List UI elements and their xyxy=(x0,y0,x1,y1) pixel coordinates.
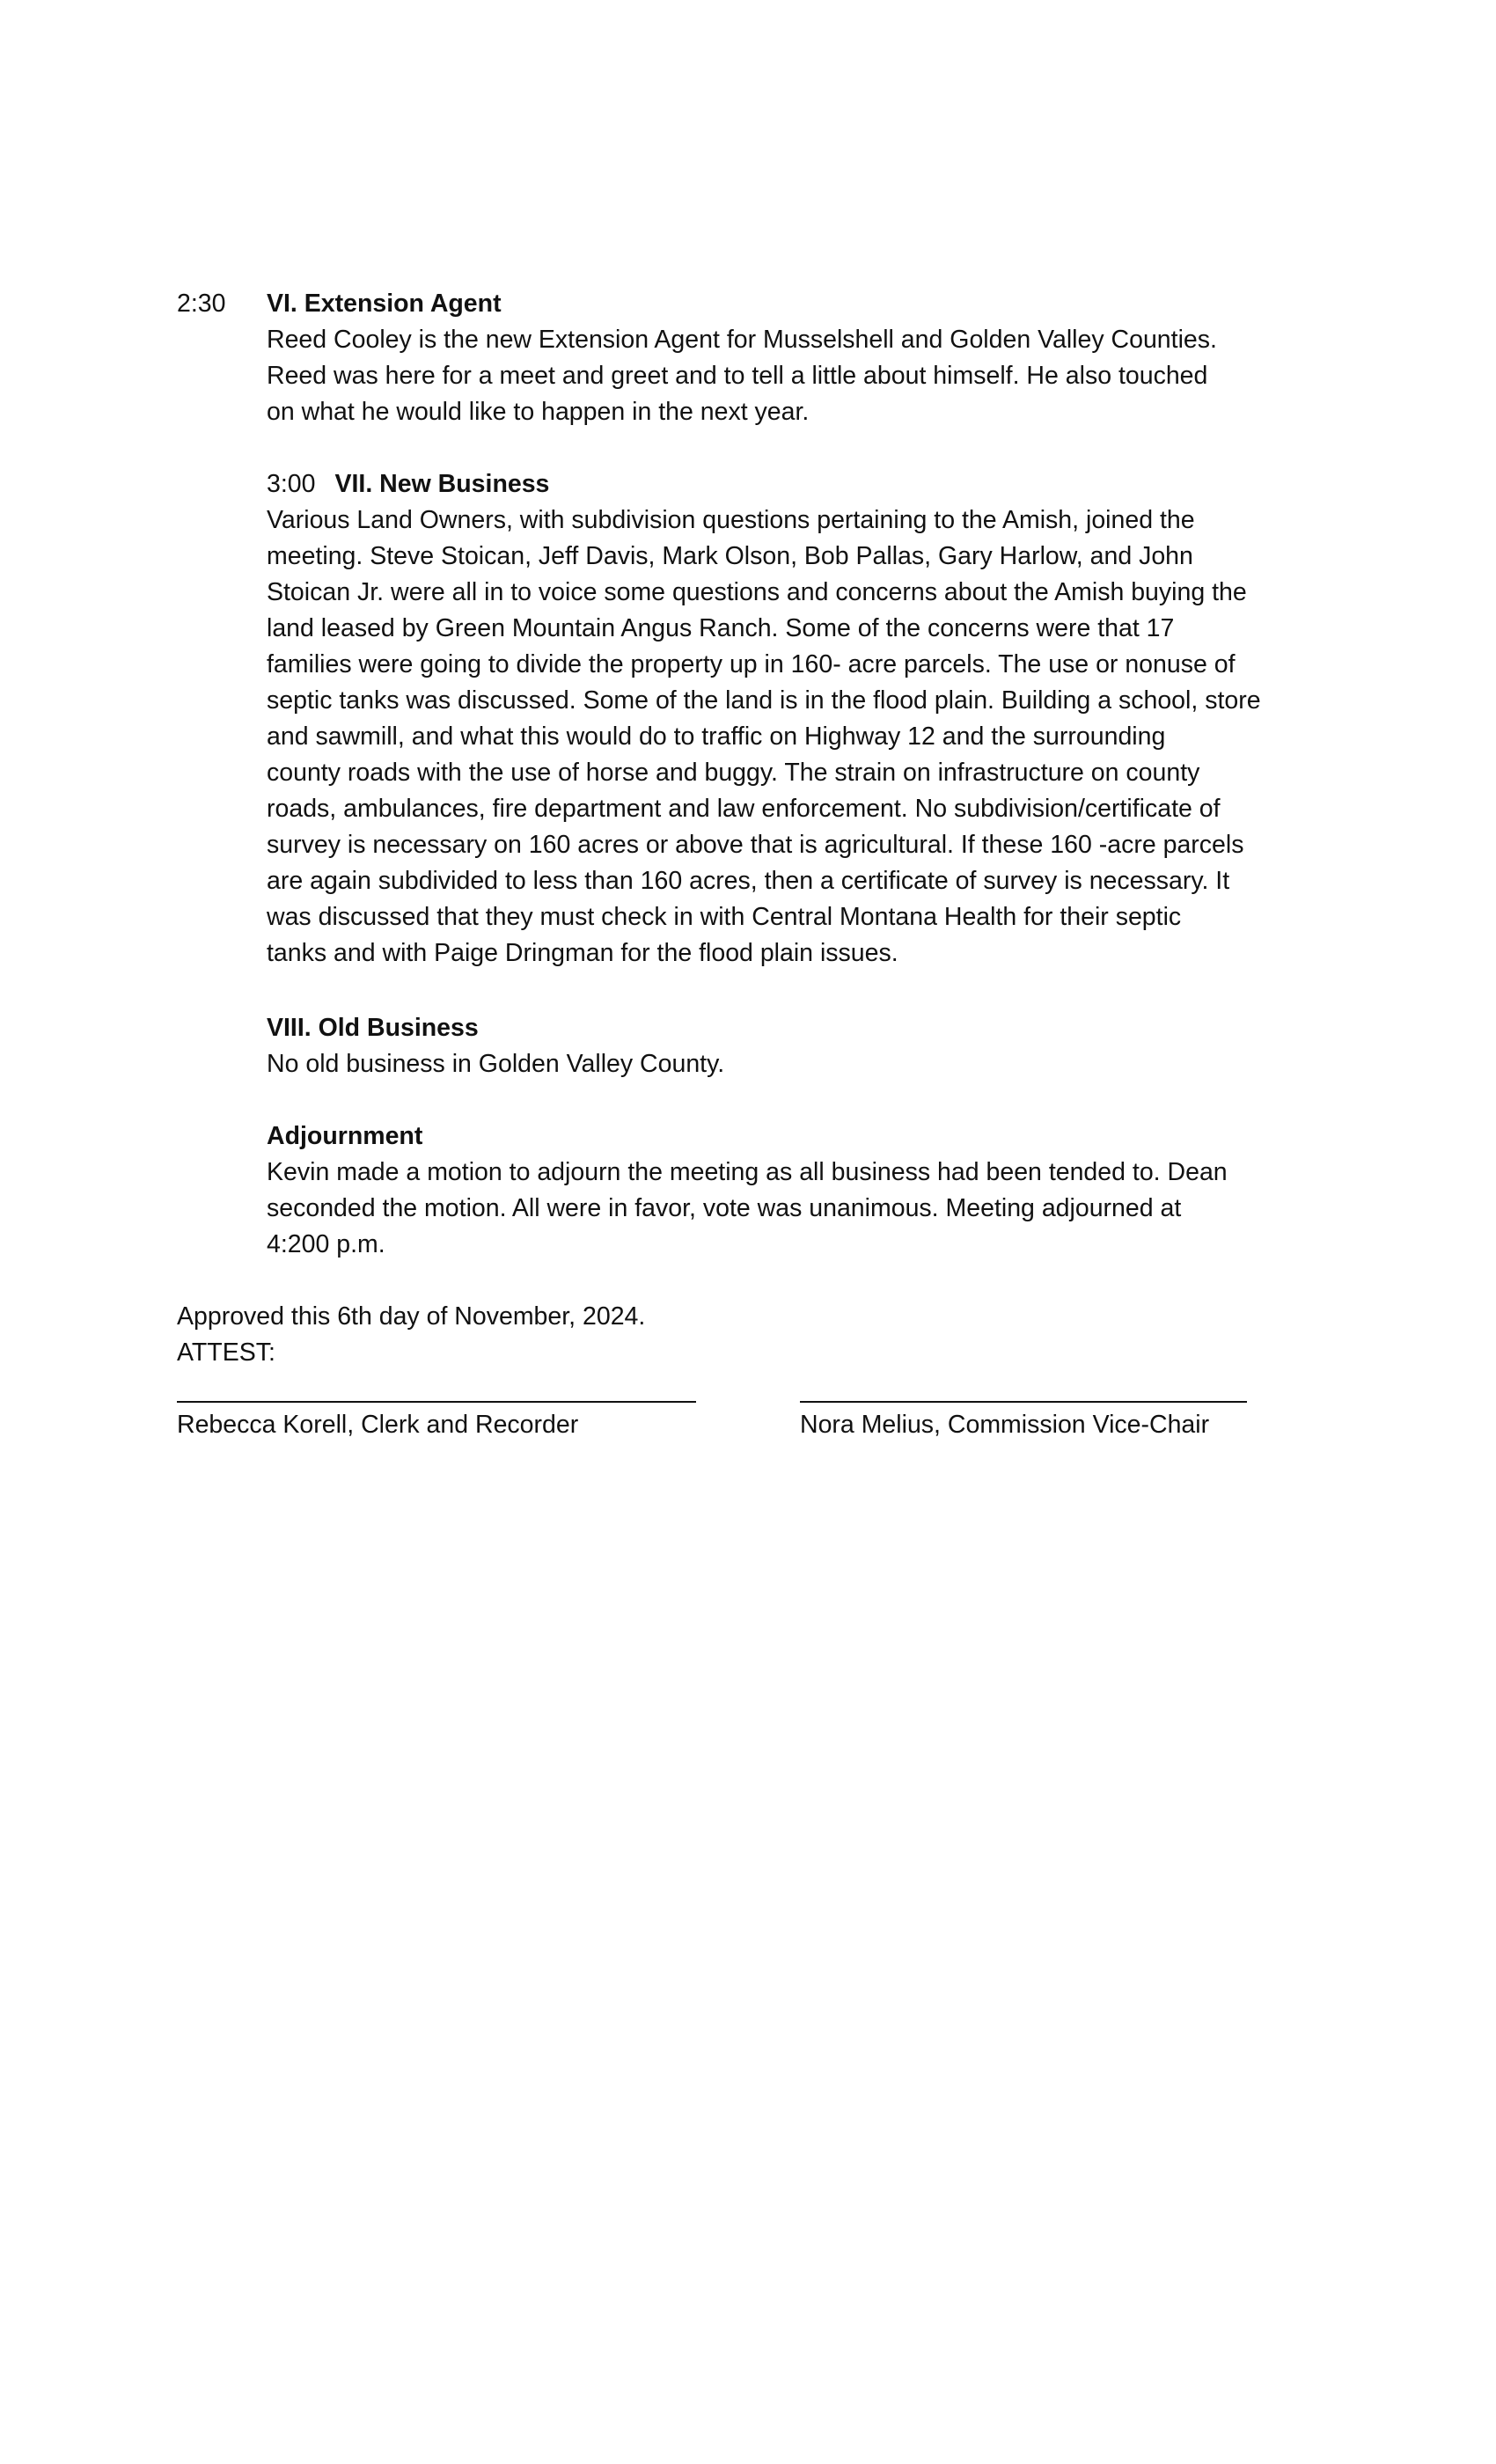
adjournment-line: 4:200 p.m. xyxy=(267,1230,385,1258)
new-business-line: county roads with the use of horse and buggy. The strain on infrastructure on county xyxy=(267,759,1200,787)
clerk-signature-line xyxy=(177,1401,696,1403)
vice-chair-signature-line xyxy=(800,1401,1247,1403)
extension-agent-line: on what he would like to happen in the next year. xyxy=(267,398,810,426)
approval-date: Approved this 6th day of November, 2024. xyxy=(177,1302,646,1331)
extension-agent-heading: VI. Extension Agent xyxy=(267,290,502,318)
new-business-line: tanks and with Paige Dringman for the flood plain issues. xyxy=(267,939,898,967)
new-business-line: meeting. Steve Stoican, Jeff Davis, Mark Olson, Bob Pallas, Gary Harlow, and John xyxy=(267,542,1193,570)
new-business-section xyxy=(267,466,1349,972)
extension-agent-line: Reed Cooley is the new Extension Agent for Musselshell and Golden Valley Counties. xyxy=(267,326,1217,354)
old-business-heading: VIII. Old Business xyxy=(267,1014,479,1042)
new-business-line: and sawmill, and what this would do to traffic on Highway 12 and the surrounding xyxy=(267,722,1166,751)
new-business-line: was discussed that they must check in with Central Montana Health for their septic xyxy=(267,903,1182,931)
vice-chair-signature-name: Nora Melius, Commission Vice-Chair xyxy=(800,1411,1210,1439)
new-business-line: septic tanks was discussed. Some of the land is in the flood plain. Building a school, store xyxy=(267,686,1261,715)
approval-block xyxy=(177,1299,645,1371)
new-business-line: Various Land Owners, with subdivision questions pertaining to the Amish, joined the xyxy=(267,506,1195,534)
new-business-line: Stoican Jr. were all in to voice some questions and concerns about the Amish buying the xyxy=(267,578,1247,606)
new-business-heading: VII. New Business xyxy=(334,470,550,498)
adjournment-line: Kevin made a motion to adjourn the meeting as all business had been tended to. Dean xyxy=(267,1158,1228,1186)
new-business-line: roads, ambulances, fire department and law enforcement. No subdivision/certificate of xyxy=(267,795,1221,823)
new-business-line: survey is necessary on 160 acres or above that is agricultural. If these 160 -acre parcels xyxy=(267,831,1244,859)
adjournment-line: seconded the motion. All were in favor, vote was unanimous. Meeting adjourned at xyxy=(267,1194,1182,1222)
clerk-signature-name: Rebecca Korell, Clerk and Recorder xyxy=(177,1411,579,1439)
old-business-section xyxy=(267,1010,1349,1082)
new-business-heading-row xyxy=(267,466,1349,502)
new-business-line: families were going to divide the property up in 160- acre parcels. The use or nonuse of xyxy=(267,650,1236,678)
adjournment-section xyxy=(267,1118,1349,1263)
attest-label: ATTEST: xyxy=(177,1338,275,1367)
extension-agent-time: 2:30 xyxy=(177,290,226,318)
extension-agent-section xyxy=(267,286,1349,430)
adjournment-heading: Adjournment xyxy=(267,1122,423,1150)
extension-agent-line: Reed was here for a meet and greet and to tell a little about himself. He also touched xyxy=(267,362,1208,390)
old-business-line: No old business in Golden Valley County. xyxy=(267,1050,725,1078)
new-business-time: 3:00 xyxy=(267,470,316,498)
new-business-line: land leased by Green Mountain Angus Ranch. Some of the concerns were that 17 xyxy=(267,614,1175,642)
new-business-line: are again subdivided to less than 160 acres, then a certificate of survey is necessary. It xyxy=(267,867,1230,895)
